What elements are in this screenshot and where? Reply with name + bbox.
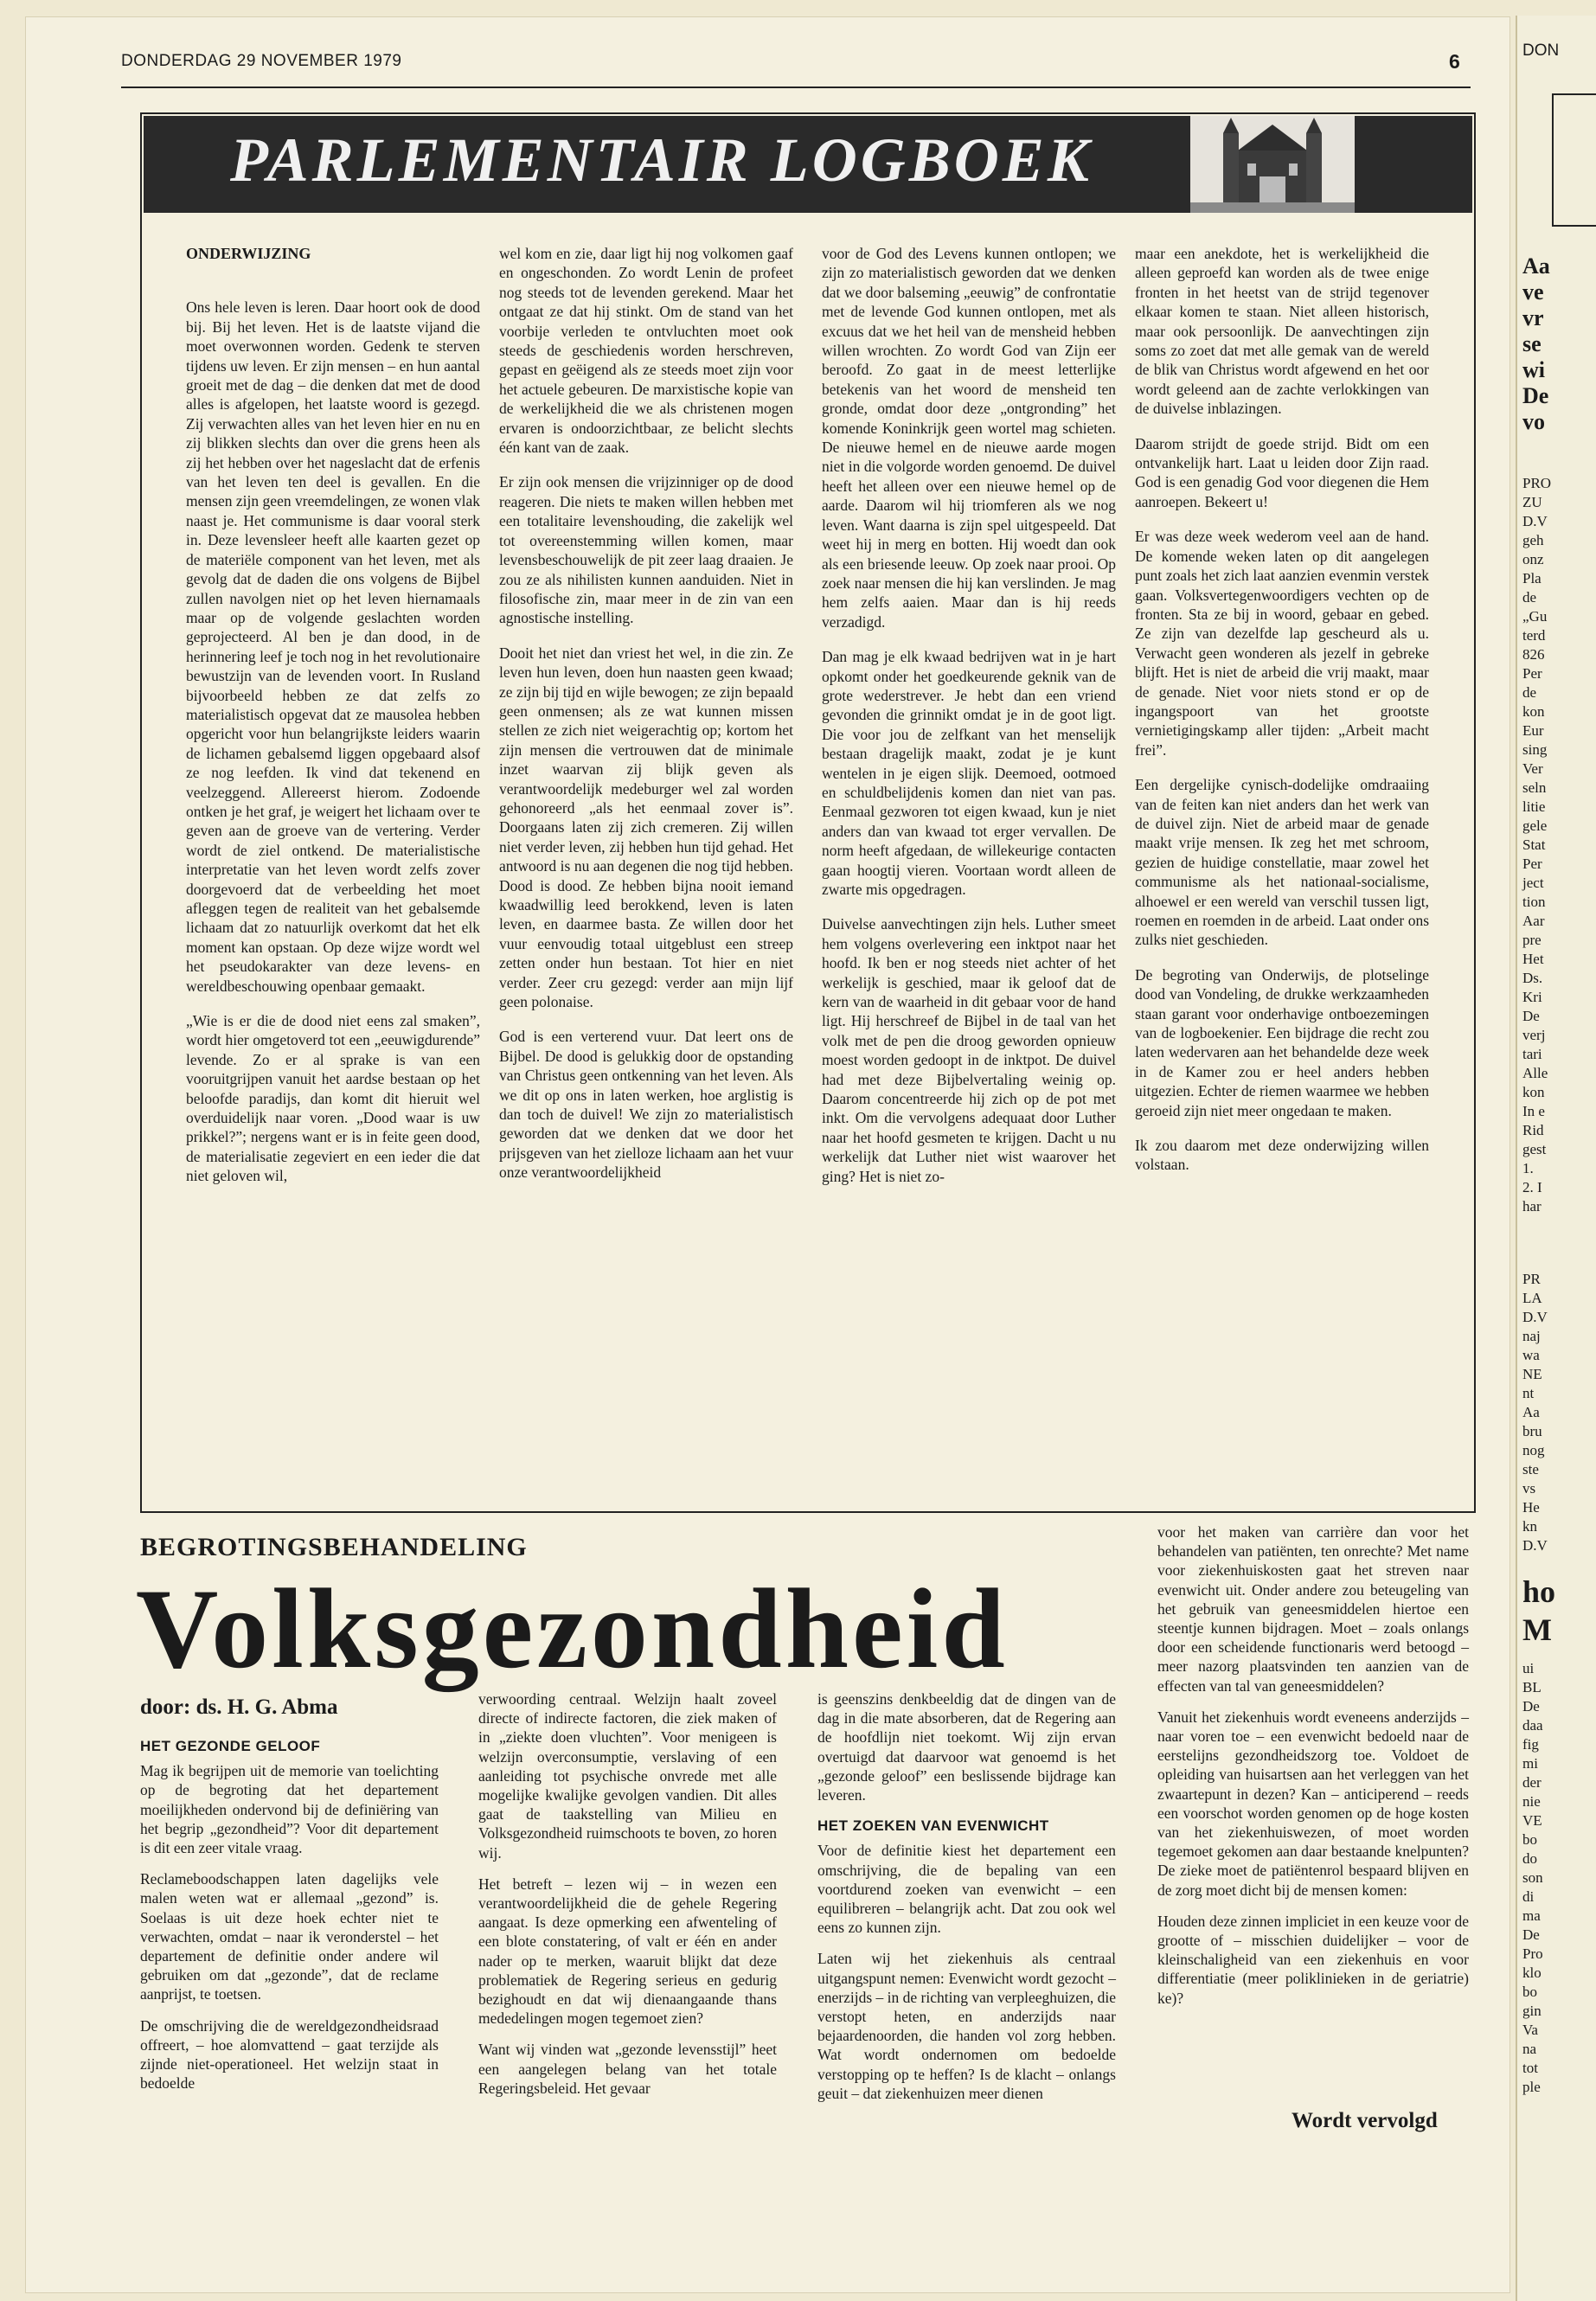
paragraph: Ik zou daarom met deze onderwijzing willen volstaan. [1135,1137,1429,1174]
article-subheading: HET GEZONDE GELOOF [140,1738,321,1754]
article-kicker: BEGROTINGSBEHANDELING [140,1533,528,1561]
article-headline: Volksgezondheid [136,1565,1009,1692]
adjacent-column-fragments-2: PR LA D.V naj wa NE nt Aa bru nog ste vs He kn D.V [1522,1271,1548,1554]
article-column-4 [1157,1522,1469,2020]
paragraph: Voor de definitie kiest het departement een omschrijving, die de bepaling van een voortdurend zoeken van evenwicht – een equilibreren – belangrijk acht. Dat zou ook wel eens zo kunnen zijn. [817,1842,1116,1937]
paragraph: Want wij vinden wat „gezonde levensstijl” heet een aangelegen belang van het totale Regeringsbeleid. Het gevaar [478,2041,777,2097]
header-rule [121,87,1471,88]
paragraph: Vanuit het ziekenhuis wordt eveneens anderzijds – naar voren toe – een evenwicht bedoeld naar de eerstelijns gezondheidszorg toe. Voldoet de opleiding van huisartsen aan het verleggen van het zwaartepunt in dezen? Kan – anticiperend – reeds een voorschot worden genomen op de hoge kosten van het ziekenhuiswezen, of moet worden tegemoet gekomen aan daar bestaande knelpunten? De zieke moet de patiëntenrol bespaard blijven en de zorg moet dicht bij de mensen komen: [1157,1708,1469,1899]
article-subheading: HET ZOEKEN VAN EVENWICHT [817,1817,1049,1835]
adjacent-dateline: DON [1522,42,1560,60]
paragraph: Daarom strijdt de goede strijd. Bidt om een ontvankelijk hart. Laat u leiden door Zijn raad. God is een genadig God voor diegenen die Hem aanroepen. Bekeert u! [1135,434,1429,510]
paragraph: Mag ik begrijpen uit de memorie van toelichting op de begroting dat het departement moeilijkheden ondervond bij de definiëring van het begrip „gezondheid”? Voor dit departement is dit een zeer vitale vraag. [140,1762,439,1857]
adjacent-column-fragments-3: ui BL De daa fig mi der nie VE bo do son di ma De Pro klo bo gin Va na tot ple [1522,1660,1543,2095]
page-number: 6 [1449,50,1460,73]
paragraph: Dan mag je elk kwaad bedrijven wat in je hart opkomt onder het goedkeurende geknik van de grote wederstrever. Je hebt dan een vriend gevonden die grinnikt omdat je in de goot ligt. Die voor jou de zelfkant van het menselijk bestaan dragelijk maakt, zodat je je kunt wentelen in je eigen slijk. Deemoed, ootmoed en schuldbelijdenis komen dan niet van pas. Eenmaal gezworen tot eigen kwaad, kun je niet anders dan van kwaad tot erger vervallen. De norm heeft afgedaan, de willekeurige contacten gaan hoogtij vieren. Voortaan wordt alleen de zwarte mis opgedragen. [822,648,1116,898]
paragraph: Reclameboodschappen laten dagelijks vele malen weten wat er allemaal „gezond” is. Soelaas is uit deze hoek echter niet te verwachten, omdat – naar ik veronderstel – het departement de definitie onder andere wil gebruiken om dat „gezonde”, dat de reclame aanprijst, te toetsen. [140,1870,439,2003]
paragraph: Duivelse aanvechtingen zijn hels. Luther smeet hem volgens overlevering een inktpot naar het hoofd. Ik ben er nog steeds niet achter of het werkelijk is geschied, maar ik geloof dat de kern van de waarheid in dit gebaar voor de hand ligt. Hij herschreef de Bijbel in de taal van het volk met de pen die droog geworden opnieuw moest worden gedoopt in de inktpot. De duivel had met deze Bijbelvertaling weinig op. Daarom concentreerde hij zich op de pot met inkt. Om die vervolgens adequaat door Luther naar het hoofd gesmeten te krijgen. Dacht u nu werkelijk dat Luther niet wist waarover het ging? Het is niet zo- [822,915,1116,1185]
paragraph: voor het maken van carrière dan voor het behandelen van patiënten, ten onrechte? Met name voor ziekenhuiskosten gaat het streven naar evenwicht uit. Onder andere zou beteugeling van het gebruik van geneesmiddelen hiertoe een steentje kunnen bijdragen. Moet – zoals onlangs door een scheidende functionaris werd betoogd – meer nazorg plaatsvinden ten aanzien van de effecten van tal van geneesmiddelen? [1157,1523,1469,1695]
logboek-column-4 [1135,244,1429,1190]
paragraph: Houden deze zinnen impliciet in een keuze voor de grootte of – misschien duidelijker – voor de kleinschaligheid van een ziekenhuis en voor differentiatie (meer poliklinieken in de geriatrie) ke)? [1157,1912,1469,2007]
paragraph: Dooit het niet dan vriest het wel, in die zin. Ze leven hun leven, doen hun naasten geen kwaad; ze zijn bij tijd en wijle bewogen; ze zijn bepaald geen onmensen; als ze wat kunnen missen stellen ze zich niet weigerachtig op; kortom het zijn mensen die vertrouwen dat de minimale inzet waarvan zij blijk geven als verantwoordelijk medeburger wel zal worden gehonoreerd „als het eenmaal zover is”. Doorgaans laten zij zich cremeren. Zij willen niet verder leven, zij hebben hun tijd gehad. Het antwoord is nu aan degenen die nog tijd hebben. Dood is dood. Ze hebben bijna nooit iemand kwaadwillig leed berokkend, leven is laten leven, en daarmee basta. Ze willen door het vuur eenvoudig totaal uitgeblust een streep zetten onder hun bestaan. Tot hier en niet verder. Zeer cru gezegd: verder aan mijn lijf geen polonaise. [499,644,793,1011]
binnenhof-illustration [1190,116,1355,213]
continued-note: Wordt vervolgd [1292,2109,1438,2132]
dateline: DONDERDAG 29 NOVEMBER 1979 [121,52,402,70]
paragraph: Laten wij het ziekenhuis als centraal uitgangspunt nemen: Evenwicht wordt gezocht – enerzijds – in de richting van verpleeghuizen, die verstopt heten, en anderzijds naar bejaardenoorden, die handen vol zorg hebben. Wat wordt ondernomen om bedoelde verstopping op te heffen? Is de klacht – onlangs geuit – dat ziekenhuizen meer dienen [817,1950,1117,2102]
adjacent-photo-frame [1552,93,1596,227]
paragraph: maar een anekdote, het is werkelijkheid die alleen geproefd kan worden als de twee enige fronten in het heetst van de strijd tegenover elkaar komen te staan. Niet alleen historisch, maar ook persoonlijk. De aanvechtingen zijn soms zo zoet dat met alle gemak van de wereld de blik van Christus wordt afgewend en het oor wordt geleend aan de zachte verlokkingen van de duivelse inblazingen. [1135,245,1429,418]
article-column-1 [140,1737,439,2105]
logboek-column-2 [499,244,793,1198]
logboek-banner [144,116,1472,213]
paragraph: is geenszins denkbeeldig dat de dingen van de dag in die mate absorberen, dat de Regering aan de hoofdlijn niet toekomt. Wij zijn ervan overtuigd dat daarvoor wat genoemd is het „gezonde geloof” een beslissende bijdrage kan leveren. [817,1690,1116,1804]
paragraph: De begroting van Onderwijs, de plotselinge dood van Vondeling, de drukke werkzaamheden staan garant voor onderhavige ontboezemingen van de logboekenier. Een bijdrage die recht zou laten wedervaren aan het behandelde deze week in de Kamer zou er heel anders hebben uitgezien. Echter de riemen waarmee we hebben geroeid zijn niet meer ongedaan te maken. [1135,965,1429,1119]
article-column-2 [478,1689,777,2110]
section-heading: ONDERWIJZING [186,245,311,262]
paragraph: Ons hele leven is leren. Daar hoort ook de dood bij. Bij het leven. Het is de laatste vijand die moet overwonnen worden. Gedenk te sterven tijdens uw leven. Er zijn mensen – en hun aantal groeit met de dag – die denken dat met de dood alles is afgelopen, het laatste woord is gezegd. Zij verwachten alles van het leven hier en nu en zij blikken slechts dan over die grens heen als zij het hebben over het nageslacht dat de erfenis van het leven ten deel is gevallen. En die mensen zijn geen vreemdelingen, ze wonen vlak naast je. Het communisme is daar vooral sterk in. Deze levensleer heeft alle kaarten gezet op de materiële component van het leven, met als gevolg dat de daden die ons volgens de Bijbel zullen navolgen niet op het leven hiernamaals maar op de volgende geslachten worden geprojecteerd. Al ben je dan dood, in de herinnering leef je toch nog in het revolutionaire bewustzijn van de levenden voort. In Rusland bijvoorbeeld hebben ze dat zelfs zo materialistisch opgevat dat ze mausolea hebben opgericht voor hun belangrijkste leiders waarin de lichamen gebalsemd liggen opgebaard alsof ze nog leefden. Ik vind dat tekenend en veelzeggend. Allereerst hierom. Zodoende ontken je het graf, je weigert het lichaam over te geven aan de groeve van de vertering. Verder wordt de ziel ontkend. De materialistische interpretatie van het leven wordt zelfs zover doorgevoerd dat de verbeelding het moet afleggen tegen de realiteit van het gebalsemde lichaam dat zo natuurlijk overkomt dat het elk moment kan opstaan. Op deze wijze wordt wel het pseudokarakter van deze levens- en wereldbeschouwing openbaar gemaakt. [186,298,480,995]
logboek-title: PARLEMENTAIR LOGBOEK [230,125,1093,195]
paragraph: De omschrijving die de wereldgezondheidsraad offreert, – hoe alomvattend – gaat terzijde als zijnde niet-operationeel. Het welzijn staat in bedoelde [140,2016,439,2093]
paragraph: Het betreft – lezen wij – in wezen een verantwoordelijkheid die de gehele Regering aangaat. Is deze opmerking een afwenteling of een blote constatering, of valt er één en ander nader op te merken, waaruit blijkt dat deze problematiek de Regering serieus en gedurig bezighoudt en dat wij dienaangaande thans mededelingen mogen tegemoet zien? [478,1875,777,2028]
adjacent-page-strip [1516,16,1596,2301]
paragraph: Een dergelijke cynisch-dodelijke omdraaiing van de feiten kan niet anders dan het werk van de duivel zijn. Niet de arbeid maar de genade maakt vrije mensen. Ik zeg het met schroom, gezien de huidige constellatie, maar zowel het communisme als het nationaal-socialisme, alhoewel er een wereld van verschil tussen ligt, roemen en roemden in de arbeid. Laat onder ons zulks niet geschieden. [1135,776,1429,949]
article-byline: door: ds. H. G. Abma [140,1695,338,1719]
adjacent-lead-fragments: Aa ve vr se wi De vo [1522,253,1550,434]
adjacent-column-fragments-1: PRO ZU D.V geh onz Pla de „Gu terd 826 Per de kon Eur sing Ver seln litie gele Stat Per ject tion Aar pre Het Ds. Kri De verj tari Alle kon In e Rid gest 1. 2. I har [1522,475,1552,1215]
logboek-column-3 [822,244,1116,1202]
paragraph: „Wie is er die de dood niet eens zal smaken”, wordt hier omgetoverd tot een „eeuwigdurende” levende. Zo er al sprake is van een vooruitgrijpen vanuit het aardse bestaan op het beloofde paradijs, dan komt dit hieruit wel overduidelijk naar voren. „Dood waar is uw prikkel?”; nergens want er is in feite geen dood, de materialisatie zegeviert en een ieder die dat niet geloven wil, [186,1012,480,1185]
paragraph: Er zijn ook mensen die vrijzinniger op de dood reageren. Die niets te maken willen hebben met een totalitaire levenshouding, die zakelijk wel tot overeenstemming willen komen, maar levensbeschouwelijk de pit zeer laag draaien. Je zou ze als nihilisten kunnen aanduiden. Niet in filosofische zin, maar meer in de zin van een agnostische instelling. [499,473,793,627]
paragraph: Er was deze week wederom veel aan de hand. De komende weken laten op dit aangelegen punt zoals het zich laat aanzien evenmin verstek gaan. Volksvertegenwoordigers vechten op de fronten. Sta ze bij in woord, gebaar en gebed. Ze zijn van dezelfde lap gescheurd als u. Verwacht geen wonderen als jezelf in gebreke blijft. Het is niet de arbeid die vrij maakt, maar de genade. Niet voor niets stond er op de ingangspoort van het grootste vernietigingskamp aller tijden: „Arbeit macht frei”. [1135,528,1429,759]
paragraph: voor de God des Levens kunnen ontlopen; we zijn zo materialistisch geworden dat we denken dat we door balseming „eeuwig” de confrontatie met de levende God kunnen ontlopen, met als excuus dat we het heil van de mensheid hebben willen wrochten. Zo wordt God van Zijn eer beroofd. Zo gaat in de meest letterlijke betekenis van het woord de mensheid ten gronde, omdat door deze „ontgronding” het komende Koninkrijk geen wortel mag schieten. De nieuwe hemel en de nieuwe aarde mogen niet in die volgorde worden genoemd. De duivel heeft het alleen over een nieuwe hemel op de aarde. Daarom wil hij triomferen als we nog leven. Want daarna is zijn spel uitgespeeld. Dat weet hij in merg en botten. Hij woedt dan ook als een briesende leeuw. Op zoek naar prooi. Op zoek naar mensen die hij kan verslinden. Je mag hem zelfs aaien. Maar dan is hij reeds verzadigd. [822,245,1116,631]
paragraph: wel kom en zie, daar ligt hij nog volkomen gaaf en ongeschonden. Zo wordt Lenin de profeet nog steeds tot de levenden gerekend. Maar het ontgaat ze dat hij stinkt. Om de stand van het voorbije verleden te ontvluchten moet ook steeds de geschiedenis worden herschreven, gepast en geëigend als ze steeds moet zijn voor het actuele gebeuren. De marxistische kopie van de werkelijkheid die we als christenen mogen ervaren is ondoorzichtbaar, ze belicht slechts één kant van de zaak. [499,245,793,457]
binnenhof-building-icon [1190,116,1355,213]
logboek-column-1 [186,244,480,1202]
article-column-3 [817,1689,1116,2115]
paragraph: God is een verterend vuur. Dat leert ons de Bijbel. De dood is gelukkig door de opstanding van Christus geen ontkenning van het leven. Als we dit op ons in laten werken, hoe arglistig is dan toch de duivel! We zijn zo materialistisch geworden dat we denken dat we door het prijsgeven van het zielloze lichaam aan het vuur onze verantwoordelijkheid [499,1028,793,1182]
paragraph: verwoording centraal. Welzijn haalt zoveel directe of indirecte factoren, die ziek maken of in „ziekte doen vluchten”. Voor menigeen is welzijn overconsumptie, verslaving of een aanleiding tot psychische onvrede met alle mogelijke kwalijke gevolgen vandien. Dit alles gaat de taakstelling van Milieu en Volksgezondheid ruimschoots te boven, zo horen wij. [478,1690,777,1862]
adjacent-headline-fragments: ho M [1522,1574,1556,1647]
